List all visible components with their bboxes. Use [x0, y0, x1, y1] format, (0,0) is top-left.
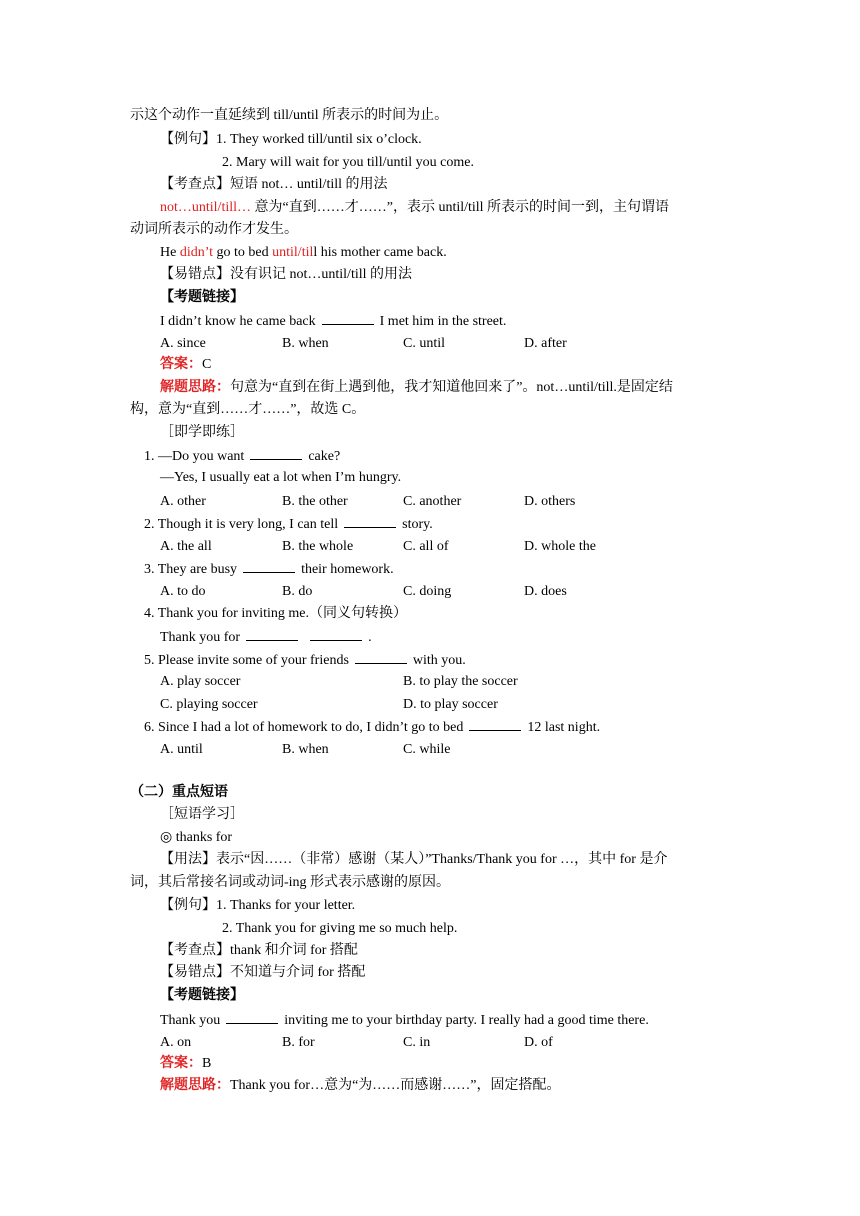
- option-a: A. on: [160, 1035, 192, 1050]
- answer-blank[interactable]: [355, 651, 407, 664]
- question: Thank you inviting me to your birthday party. I really had a good time there.: [160, 1013, 649, 1028]
- option-d: D. of: [524, 1035, 553, 1050]
- answer-blank[interactable]: [344, 515, 396, 528]
- option-d: D. after: [524, 336, 567, 351]
- question-4: 4. Thank you for inviting me.（同义句转换）: [144, 606, 407, 621]
- option-b: B. for: [282, 1035, 315, 1050]
- phrase-item: ◎ thanks for: [160, 830, 233, 845]
- question-2: 2. Though it is very long, I can tell story.: [144, 517, 433, 532]
- option-a: A. until: [160, 742, 203, 757]
- text-line: 动词所表示的动作才发生。: [130, 222, 298, 237]
- example-sentence: 2. Mary will wait for you till/until you come.: [222, 155, 474, 170]
- highlight-phrase: not…until/till…: [160, 200, 252, 215]
- text-line: not…until/till… 意为“直到……才……”，表示 until/till 所表示的时间一到，主句谓语: [160, 200, 670, 215]
- option-b: B. the whole: [282, 539, 354, 554]
- option-c: C. playing soccer: [160, 697, 258, 712]
- question-1-reply: —Yes, I usually eat a lot when I’m hungry.: [160, 470, 402, 485]
- option-c: C. while: [403, 742, 451, 757]
- option-d: D. does: [524, 584, 567, 599]
- example-sentence: He didn’t go to bed until/till his mother came back.: [160, 245, 447, 260]
- question: I didn’t know he came back I met him in the street.: [160, 314, 507, 329]
- answer-blank[interactable]: [246, 628, 298, 641]
- usage-text: 【用法】表示“因……（非常）感谢（某人）”Thanks/Thank you for …，其中 for 是介: [160, 852, 668, 867]
- solution-idea: 解题思路：句意为“直到在街上遇到他，我才知道他回来了”。not…until/till.是固定结: [160, 380, 673, 395]
- usage-text-cont: 词，其后常接名词或动词-ing 形式表示感谢的原因。: [130, 875, 451, 890]
- solution-idea: 解题思路：Thank you for…意为“为……而感谢……”，固定搭配。: [160, 1078, 561, 1093]
- option-b: B. do: [282, 584, 313, 599]
- option-c: C. all of: [403, 539, 449, 554]
- option-a: A. play soccer: [160, 674, 241, 689]
- option-a: A. since: [160, 336, 206, 351]
- answer-blank[interactable]: [310, 628, 362, 641]
- answer: 答案：B: [160, 1056, 212, 1071]
- key-point: 【考查点】thank 和介词 for 搭配: [160, 943, 358, 958]
- exam-link-heading: 【考题链接】: [160, 988, 244, 1003]
- error-point: 【易错点】不知道与介词 for 搭配: [160, 965, 366, 980]
- example-sentence: 【例句】1. They worked till/until six o’clock.: [160, 132, 422, 147]
- option-c: C. another: [403, 494, 462, 509]
- option-d: D. whole the: [524, 539, 596, 554]
- option-c: C. in: [403, 1035, 431, 1050]
- option-b: B. when: [282, 336, 329, 351]
- option-b: B. when: [282, 742, 329, 757]
- option-b: B. to play the soccer: [403, 674, 518, 689]
- question-3: 3. They are busy their homework.: [144, 562, 394, 577]
- example-sentence: 2. Thank you for giving me so much help.: [222, 921, 458, 936]
- example-sentence: 【例句】1. Thanks for your letter.: [160, 898, 356, 913]
- question-6: 6. Since I had a lot of homework to do, I didn’t go to bed 12 last night.: [144, 720, 601, 735]
- option-a: A. to do: [160, 584, 206, 599]
- practice-heading: ［即学即练］: [160, 425, 244, 440]
- answer-blank[interactable]: [469, 718, 521, 731]
- text-line: 示这个动作一直延续到 till/until 所表示的时间为止。: [130, 108, 449, 123]
- question-1: 1. —Do you want cake?: [144, 449, 341, 464]
- answer-blank[interactable]: [243, 560, 295, 573]
- option-b: B. the other: [282, 494, 348, 509]
- option-a: A. the all: [160, 539, 212, 554]
- key-point: 【考查点】短语 not… until/till 的用法: [160, 177, 388, 192]
- answer: 答案：C: [160, 357, 212, 372]
- question-5: 5. Please invite some of your friends with you.: [144, 653, 466, 668]
- option-d: D. others: [524, 494, 576, 509]
- question-4-rewrite: Thank you for .: [160, 630, 372, 645]
- option-c: C. until: [403, 336, 446, 351]
- option-d: D. to play soccer: [403, 697, 498, 712]
- phrase-study-heading: ［短语学习］: [160, 807, 244, 822]
- section-heading: （二）重点短语: [130, 785, 228, 800]
- error-point: 【易错点】没有识记 not…until/till 的用法: [160, 267, 413, 282]
- answer-blank[interactable]: [322, 312, 374, 325]
- answer-blank[interactable]: [226, 1011, 278, 1024]
- option-a: A. other: [160, 494, 206, 509]
- option-c: C. doing: [403, 584, 452, 599]
- exam-link-heading: 【考题链接】: [160, 290, 244, 305]
- answer-blank[interactable]: [250, 447, 302, 460]
- solution-idea-cont: 构，意为“直到……才……”，故选 C。: [130, 402, 366, 417]
